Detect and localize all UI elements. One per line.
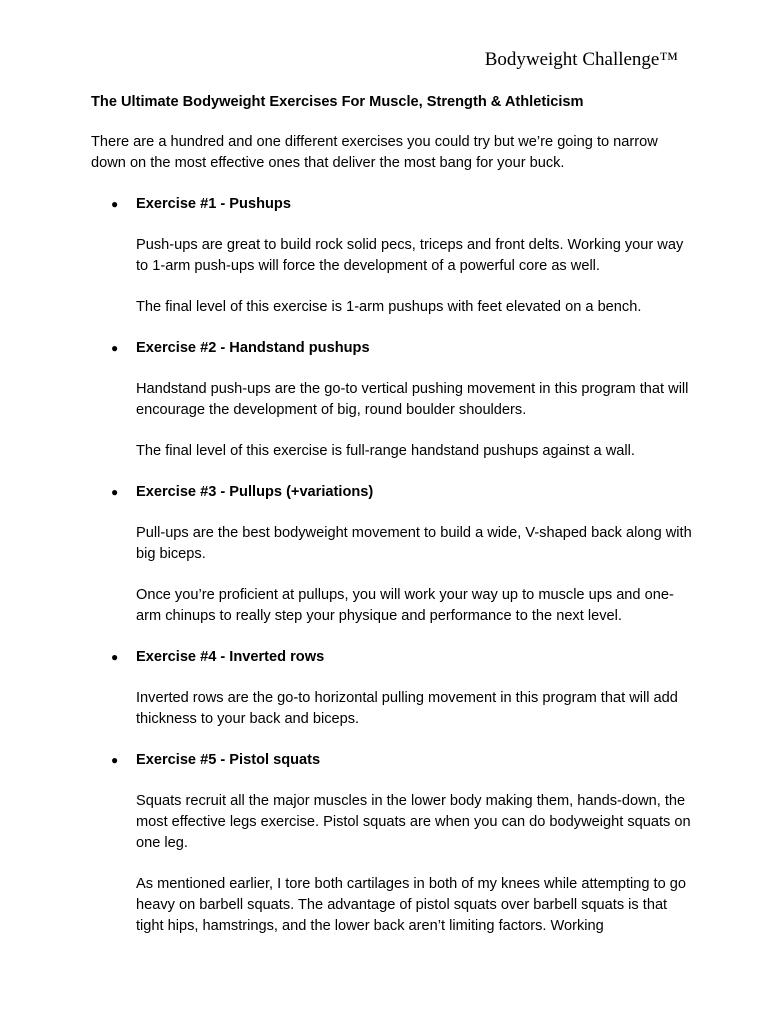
exercise-paragraph: As mentioned earlier, I tore both cartilages in both of my knees while attempting to go heavy on barbell squats. The advantage of pistol squats over barbell squats is that tight hips, hamstrings, and the lower back aren’t limiting factors. Working	[136, 876, 687, 934]
bullet-icon: ●	[111, 485, 119, 499]
exercise-section-5	[91, 750, 691, 937]
document-title: The Ultimate Bodyweight Exercises For Muscle, Strength & Athleticism	[91, 94, 584, 110]
header-brand: Bodyweight Challenge™	[484, 49, 678, 70]
intro-paragraph: There are a hundred and one different exercises you could try but we’re going to narrow down on the most effective ones that deliver the most bang for your buck.	[91, 134, 658, 171]
bullet-icon: ●	[111, 197, 119, 211]
bullet-icon: ●	[111, 753, 119, 767]
exercise-paragraph: The final level of this exercise is full-range handstand pushups against a wall.	[136, 443, 635, 459]
exercise-heading-label: Exercise #5 - Pistol squats	[136, 752, 321, 768]
exercise-section-2	[91, 338, 691, 462]
exercise-section-3	[91, 482, 691, 627]
bullet-icon: ●	[111, 341, 119, 355]
exercise-paragraph: The final level of this exercise is 1-arm pushups with feet elevated on a bench.	[136, 299, 642, 315]
exercise-paragraph: Push-ups are great to build rock solid pecs, triceps and front delts. Working your way to 1-arm push-ups will force the development of a powerful core as well.	[136, 237, 684, 274]
exercise-heading	[91, 750, 691, 771]
exercise-heading-label: Exercise #3 - Pullups (+variations)	[136, 484, 374, 500]
exercise-heading-label: Exercise #1 - Pushups	[136, 196, 291, 212]
exercise-heading	[91, 338, 691, 359]
exercise-section-4	[91, 647, 691, 730]
exercise-heading	[91, 194, 691, 215]
exercise-paragraph: Pull-ups are the best bodyweight movement to build a wide, V-shaped back along with big biceps.	[136, 525, 692, 562]
exercise-heading	[91, 647, 691, 668]
exercise-paragraph: Squats recruit all the major muscles in the lower body making them, hands-down, the most effective legs exercise. Pistol squats are when you can do bodyweight squats on one leg.	[136, 793, 691, 851]
exercise-section-1	[91, 194, 691, 318]
exercise-paragraph: Handstand push-ups are the go-to vertical pushing movement in this program that will encourage the development of big, round boulder shoulders.	[136, 381, 689, 418]
exercise-heading	[91, 482, 691, 503]
document-body	[91, 92, 691, 958]
exercise-heading-label: Exercise #2 - Handstand pushups	[136, 340, 370, 356]
exercise-heading-label: Exercise #4 - Inverted rows	[136, 649, 325, 665]
bullet-icon: ●	[111, 650, 119, 664]
exercise-paragraph: Once you’re proficient at pullups, you will work your way up to muscle ups and one-arm chinups to really step your physique and performance to the next level.	[136, 587, 674, 624]
exercise-paragraph: Inverted rows are the go-to horizontal pulling movement in this program that will add thickness to your back and biceps.	[136, 690, 678, 727]
